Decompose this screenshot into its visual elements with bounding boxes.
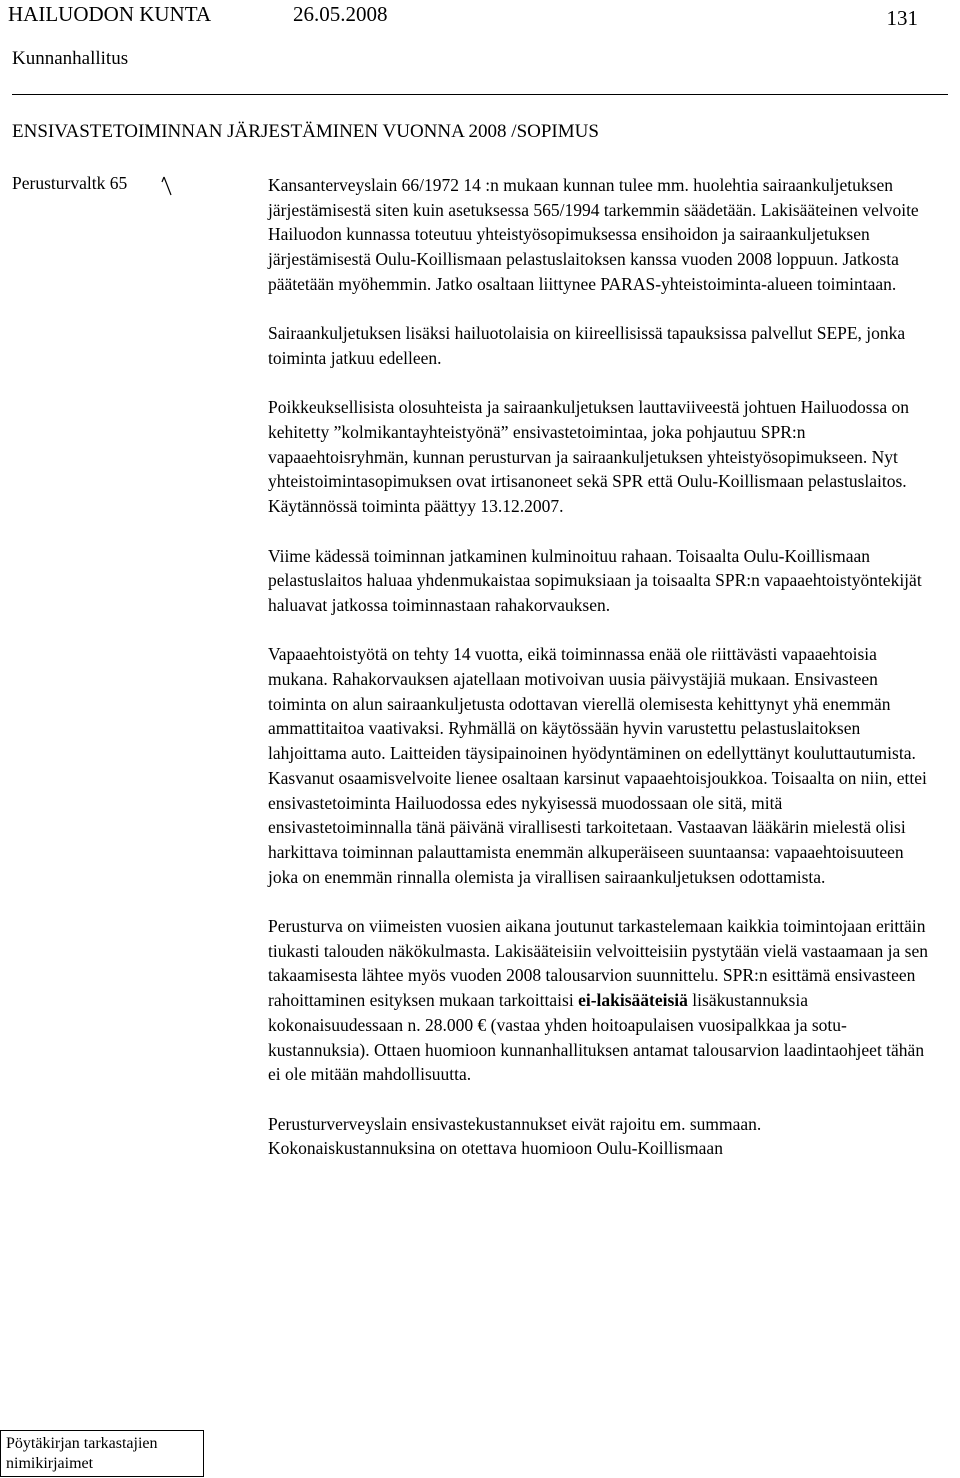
funding-text-bold: ei-lakisääteisiä <box>578 990 688 1011</box>
footer-line-1: Pöytäkirjan tarkastajien <box>6 1435 158 1452</box>
funding-text-before: Perusturva on viimeisten vuosien aikana joutunut tarkastelemaan kaikkia toimintojaan erittäin tiukasti talouden näkökulmasta. Lakisääteisiin velvoitteisiin pystytään vielä vastaamaan ja sen takaamisesta lähtee myös vuoden 2008 talousarvion suunnittelu. SPR:n esittämä ensivasteen rahoittaminen esityksen mukaan tarkoittaisi <box>268 916 928 1011</box>
paragraph: Kansanterveyslain 66/1972 14 :n mukaan kunnan tulee mm. huolehtia sairaankuljetuksen järjestämisestä siten kuin asetuksessa 565/1994 tarkemmin säädetään. Lakisääteinen velvoite Hailuodon kunnassa toteutuu yhteistyösopimuksessa ensihoidon ja sairaankuljetuksen järjestämisestä Oulu-Koillismaan pelastuslaitoksen kanssa vuoden 2008 loppuun. Jatkosta päätetään myöhemmin. Jatko osaltaan liittynee PARAS-yhteistoiminta-alueen toimintaan. <box>268 175 919 294</box>
paragraph: Vapaaehtoistyötä on tehty 14 vuotta, eikä toiminnassa enää ole riittävästi vapaaehtoisia mukana. Rahakorvauksen ajatellaan motivoivan uusia päivystäjiä mukaan. Ensivasteen toiminta on alun sairaankuljetusta odottavan vierellä olemisesta kehittynyt yhä enemmän ammattitaitoa vaativaksi. Ryhmällä on käytössään hyvin varustettu pelastuslaitoksen lahjoittama auto. Laitteiden täysipainoinen hyödyntäminen on edellyttänyt kouluttautumista. Kasvanut osaamisvelvoite lienee osaltaan karsinut vapaaehtoisjoukkoa. Toisaalta on niin, ettei ensivastetoiminta Hailuodossa edes nykyisessä muodossaan ole sitä, mitä ensivastetoiminnalla tänä päivänä virallisesti tarkoitetaan. Vastaavan lääkärin mielestä olisi harkittava toiminnan palauttamista enemmän alkuperäiseen suuntaansa: vapaaehtoisuuteen joka on enemmän rinnalla olemista ja virallisen sairaankuljetuksen odottamista. <box>268 644 927 887</box>
section-title: ENSIVASTETOIMINNAN JÄRJESTÄMINEN VUONNA 2008 /SOPIMUS <box>12 121 599 142</box>
page-header <box>8 2 948 36</box>
reviewer-initials-box <box>0 1430 204 1477</box>
section-sign-icon <box>160 176 176 196</box>
paragraph: Perusturverveyslain ensivastekustannukset eivät rajoitu em. summaan. Kokonaiskustannuksina on otettava huomioon Oulu-Koillismaan <box>268 1113 762 1159</box>
board-name: Kunnanhallitus <box>12 48 129 69</box>
paragraph: Viime kädessä toiminnan jatkaminen kulminoituu rahaan. Toisaalta Oulu-Koillismaan pelastuslaitos haluaa yhdenmukaistaa sopimuksiaan ja toisaalta SPR:n vapaaehtoistyöntekijät haluavat jatkossa toiminnastaan rahakorvauksen. <box>268 545 922 615</box>
paragraph: Poikkeuksellisista olosuhteista ja sairaankuljetuksen lauttaviiveestä johtuen Hailuodossa on kehitetty ”kolmikantayhteistyönä” ensivastetoimintaa, joka pohjautuu SPR:n vapaaehtoisryhmän, kunnan perusturvan ja sairaankuljetuksen yhteistyösopimukseen. Nyt yhteistoimintasopimuksen ovat irtisanoneet sekä SPR että Oulu-Koillismaan pelastuslaitos. Käytännössä toiminta päättyy 13.12.2007. <box>268 397 910 517</box>
meeting-date: 26.05.2008 <box>293 2 388 26</box>
body-text <box>268 173 928 1161</box>
page-number: 131 <box>886 6 918 30</box>
header-divider <box>12 94 948 95</box>
funding-text-after: lisäkustannuksia kokonaisuudessaan n. 28.000 € (vastaa yhden hoitoapulaisen vuosipalkkaa ja sotu-kustannuksia). Ottaen huomioon kunnanhallituksen antamat talousarvion laadintaohjeet tähän ei ole mitään mahdollisuutta. <box>268 990 925 1085</box>
footer-line-2: nimikirjaimet <box>6 1455 94 1472</box>
municipality-name: HAILUODON KUNTA <box>8 2 212 26</box>
funding-paragraph <box>268 914 928 1087</box>
paragraph: Sairaankuljetuksen lisäksi hailuotolaisia on kiireellisissä tapauksissa palvellut SEPE, jonka toiminta jatkuu edelleen. <box>268 323 906 368</box>
reference-label: Perusturvaltk 65 <box>12 173 128 193</box>
